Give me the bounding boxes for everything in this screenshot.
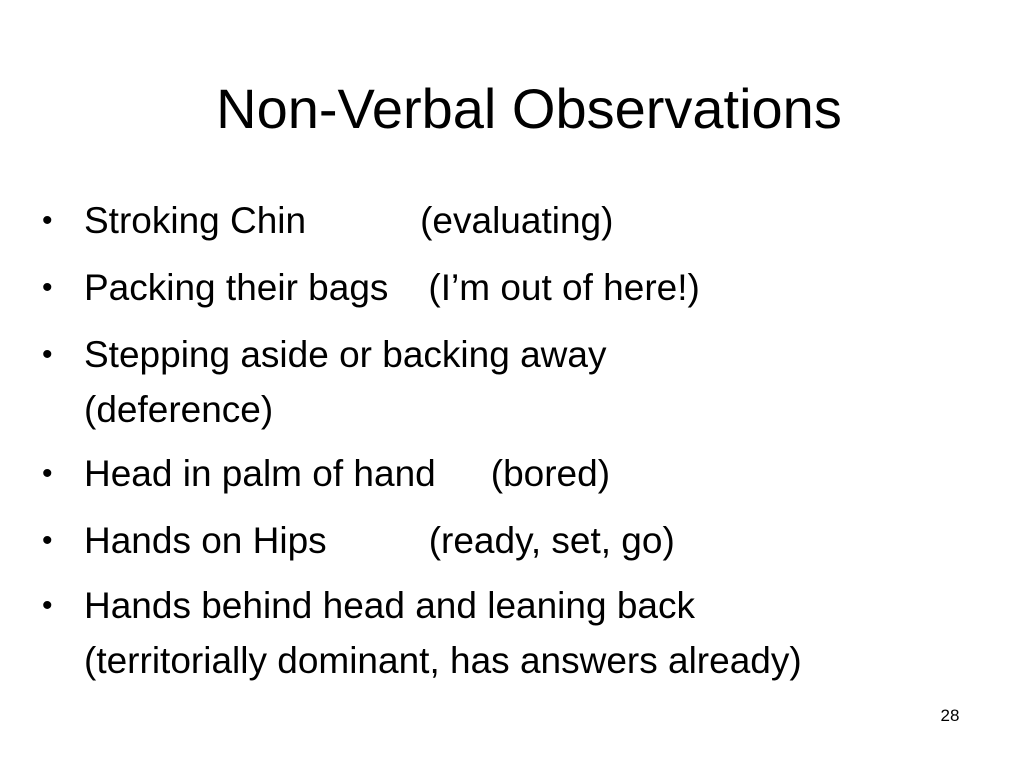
bullet-item — [42, 193, 614, 248]
bullet-item — [42, 578, 802, 688]
bullet-icon: • — [42, 338, 53, 371]
page-number: 28 — [940, 706, 960, 725]
bullet-behavior: Stroking Chin — [84, 200, 307, 241]
bullet-behavior: Head in palm of hand — [84, 453, 436, 494]
bullet-item — [42, 327, 607, 437]
bullet-meaning: (deference) — [84, 389, 274, 430]
bullet-icon: • — [42, 457, 53, 490]
bullet-meaning: (territorially dominant, has answers already) — [84, 640, 802, 681]
bullet-item — [42, 513, 675, 568]
bullet-icon: • — [42, 524, 53, 557]
bullet-icon: • — [42, 271, 53, 304]
bullet-meaning: (ready, set, go) — [428, 520, 675, 561]
bullet-item — [42, 446, 611, 501]
bullet-meaning: (I’m out of here!) — [428, 267, 700, 308]
bullet-item — [42, 260, 700, 315]
bullet-behavior: Stepping aside or backing away — [84, 334, 607, 375]
bullet-behavior: Packing their bags — [84, 267, 389, 308]
bullet-icon: • — [42, 204, 53, 237]
bullet-meaning: (evaluating) — [420, 200, 614, 241]
bullet-behavior: Hands behind head and leaning back — [84, 585, 695, 626]
bullet-meaning: (bored) — [490, 453, 611, 494]
bullet-behavior: Hands on Hips — [84, 520, 327, 561]
slide-title: Non-Verbal Observations — [216, 77, 842, 140]
bullet-icon: • — [42, 589, 53, 622]
